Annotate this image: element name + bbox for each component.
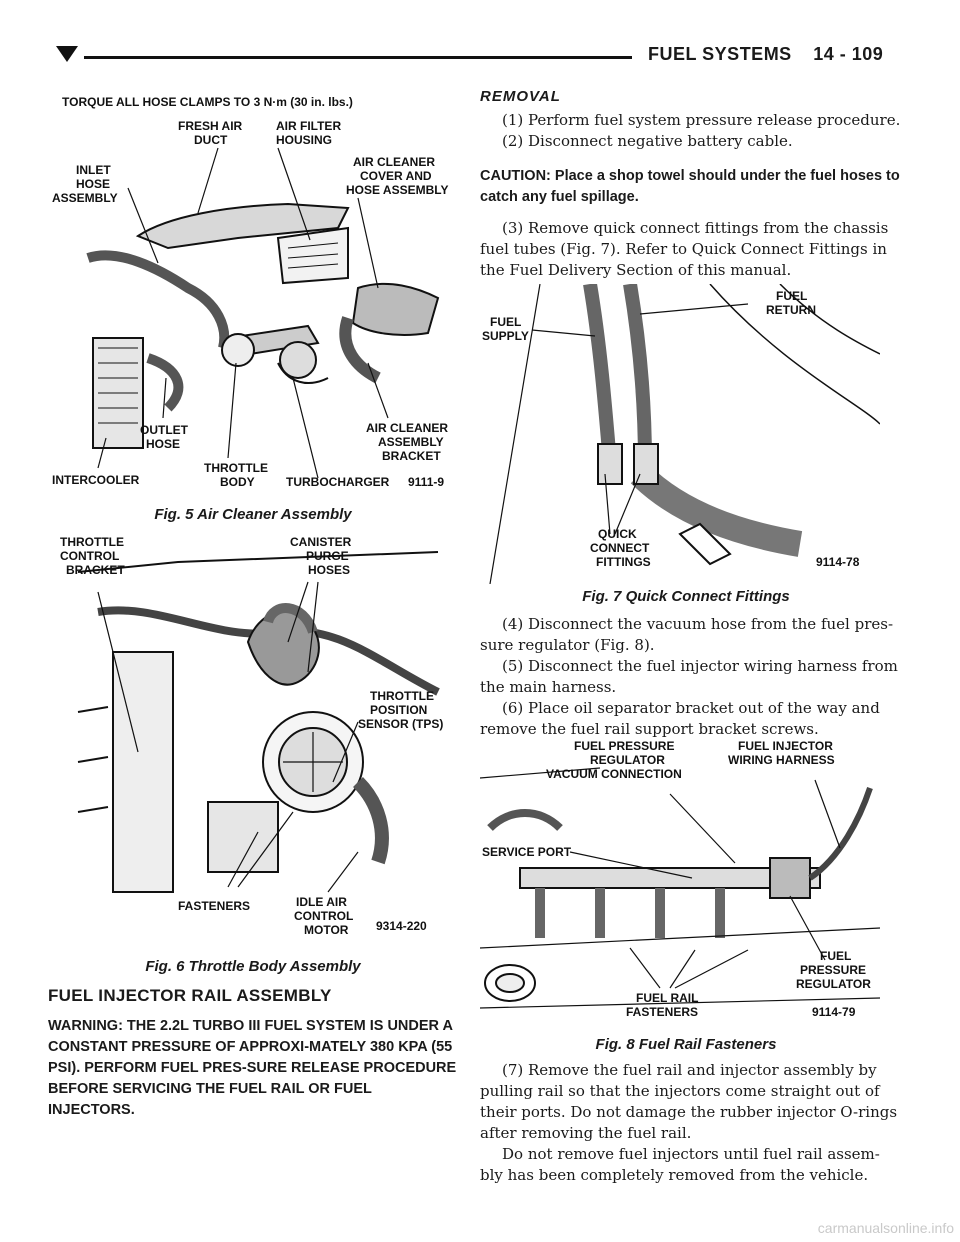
fig8-label-fuel-reg: FUEL PRESSURE REGULATOR (796, 949, 871, 991)
caution-text: CAUTION: Place a shop towel should under the fuel hoses to catch any fuel spillage. (480, 168, 900, 205)
fig5-code: 9111-9 (408, 475, 445, 489)
fig5-label-throttle: THROTTLE BODY (204, 461, 268, 489)
figure-5 (48, 88, 458, 498)
fig8-label-rail-fasteners: FUEL RAIL FASTENERS (626, 991, 699, 1019)
step-2: (2) Disconnect negative battery cable. (502, 132, 793, 150)
fig6-label-canister: CANISTER PURGE HOSES (290, 535, 352, 577)
figure-7 (480, 284, 880, 584)
fuel-rail-diagram (480, 738, 880, 1028)
steps-top (480, 110, 902, 152)
fig8-label-fpr-vacuum: FUEL PRESSURE REGULATOR VACUUM CONNECTION (546, 739, 682, 781)
fig8-caption: Fig. 8 Fuel Rail Fasteners (595, 1036, 777, 1053)
fig5-label-fresh-air: FRESH AIR DUCT (178, 119, 243, 147)
section-title: FUEL INJECTOR RAIL ASSEMBLY (48, 986, 332, 1005)
fig6-label-fasteners: FASTENERS (178, 899, 251, 913)
step-6: (6) Place oil separator bracket out of the way and remove the fuel rail support bracket screws. (480, 699, 880, 738)
fig5-label-intercooler: INTERCOOLER (52, 473, 140, 487)
step-1: (1) Perform fuel system pressure release procedure. (502, 111, 901, 129)
warning-text: WARNING: THE 2.2L TURBO III FUEL SYSTEM IS UNDER A CONSTANT PRESSURE OF APPROXI-MATELY 380 KPA (55 PSI). PERFORM FUEL PRES-SURE RELEASE PROCEDURE BEFORE SERVICING THE FUEL RAIL OR FUEL INJECTORS. (48, 1018, 457, 1118)
step-7: (7) Remove the fuel rail and injector assembly by pulling rail so that the injectors come straight out of their ports. Do not damage the rubber injector O-rings after removing the fuel rail. (480, 1061, 898, 1142)
fig5-label-turbo: TURBOCHARGER (286, 475, 390, 489)
fig5-caption: Fig. 5 Air Cleaner Assembly (154, 506, 352, 523)
watermark: carmanualsonline.info (817, 1220, 954, 1236)
fig7-caption: Fig. 7 Quick Connect Fittings (582, 588, 790, 605)
throttle-body-diagram (58, 532, 458, 942)
page-header (648, 44, 883, 65)
fig5-top-note: TORQUE ALL HOSE CLAMPS TO 3 N·m (30 in. lbs.) (62, 95, 353, 109)
header-title: FUEL SYSTEMS (648, 44, 792, 64)
header-triangle-icon (56, 46, 78, 62)
steps-middle (480, 614, 902, 740)
removal-heading: REMOVAL (480, 88, 561, 105)
fig5-label-inlet: INLET HOSE ASSEMBLY (52, 163, 118, 205)
fig8-code: 9114-79 (812, 1005, 856, 1019)
fig7-label-fuel-supply: FUEL SUPPLY (482, 315, 529, 343)
page-number: 14 - 109 (813, 44, 884, 64)
step-5: (5) Disconnect the fuel injector wiring harness from the main harness. (480, 657, 898, 696)
fig7-label-quick: QUICK CONNECT FITTINGS (590, 527, 651, 569)
fig7-label-fuel-return: FUEL RETURN (766, 289, 816, 317)
fig6-label-idle: IDLE AIR CONTROL MOTOR (294, 895, 354, 937)
figure-6 (58, 532, 458, 942)
header-rule (84, 56, 632, 59)
steps-bottom (480, 1060, 902, 1186)
fig6-code: 9314-220 (376, 919, 427, 933)
fig6-label-throttle-bracket: THROTTLE CONTROL BRACKET (60, 535, 125, 577)
fig5-label-bracket: AIR CLEANER ASSEMBLY BRACKET (366, 421, 449, 463)
fig8-label-service-port: SERVICE PORT (482, 845, 572, 859)
figure-8 (480, 738, 880, 1028)
step-3: (3) Remove quick connect fittings from the chassis fuel tubes (Fig. 7). Refer to Quick Connect Fittings in the Fuel Delivery Section of this manual. (480, 219, 889, 279)
fig5-label-air-cleaner-cover: AIR CLEANER COVER AND HOSE ASSEMBLY (346, 155, 449, 197)
fig6-caption: Fig. 6 Throttle Body Assembly (145, 958, 361, 975)
fig7-code: 9114-78 (816, 555, 860, 569)
fig6-label-tps: THROTTLE POSITION SENSOR (TPS) (358, 689, 444, 731)
quick-connect-diagram (480, 284, 880, 584)
step-7b: Do not remove fuel injectors until fuel rail assem-bly has been completely removed from the vehicle. (480, 1145, 880, 1184)
air-cleaner-diagram (48, 88, 458, 498)
fig5-label-outlet: OUTLET HOSE (140, 423, 188, 451)
fig5-label-air-filter: AIR FILTER HOUSING (276, 119, 342, 147)
fig8-label-wiring: FUEL INJECTOR WIRING HARNESS (728, 739, 835, 767)
step-4: (4) Disconnect the vacuum hose from the fuel pres-sure regulator (Fig. 8). (480, 615, 894, 654)
